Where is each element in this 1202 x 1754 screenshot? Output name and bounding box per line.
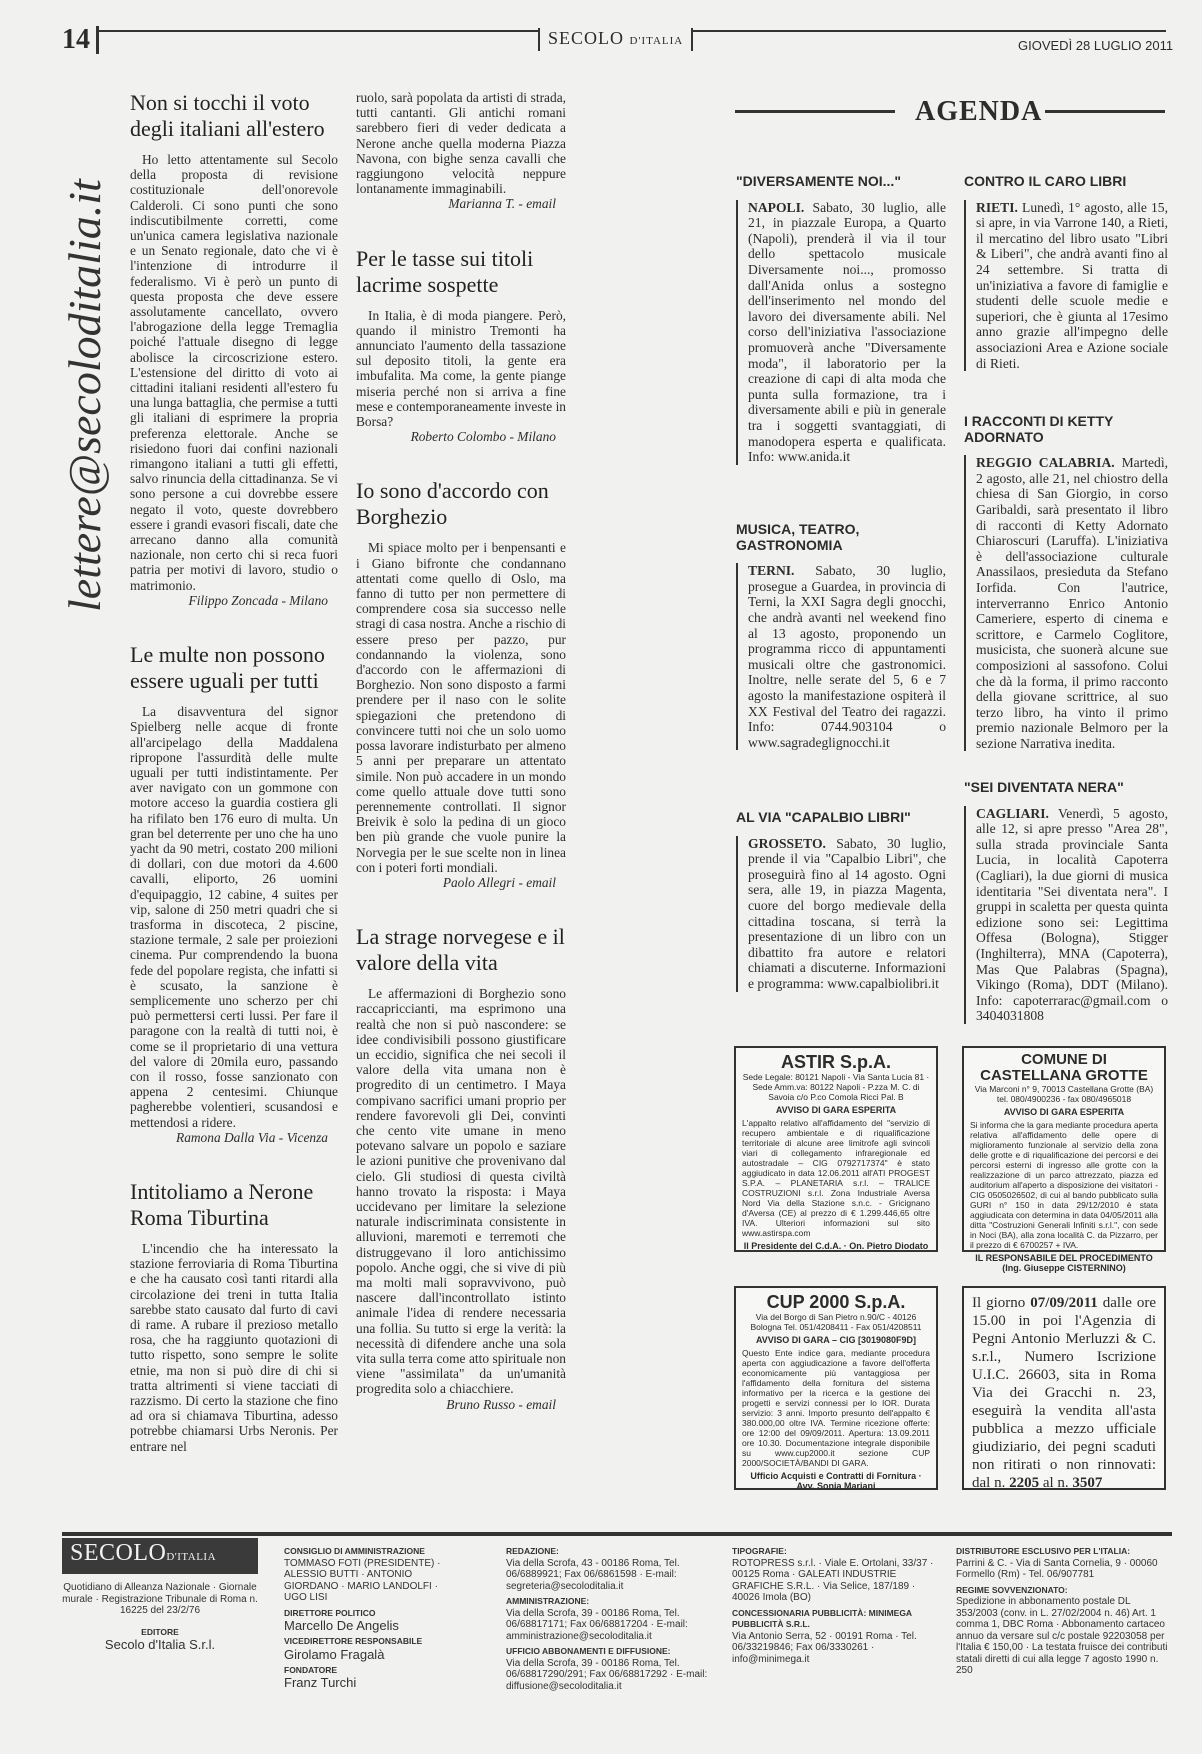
footer-logo bbox=[62, 1538, 258, 1574]
ad-number: 3507 bbox=[1072, 1475, 1103, 1491]
agenda-header bbox=[735, 96, 1165, 126]
ad-footer: IL RESPONSABILE DEL PROCEDIMENTO (Ing. Giuseppe CISTERNINO) bbox=[975, 1253, 1153, 1273]
agenda-item-body bbox=[736, 200, 946, 465]
issue-date: GIOVEDÌ 28 LUGLIO 2011 bbox=[1018, 38, 1174, 53]
ad-title: CUP 2000 S.p.A. bbox=[766, 1292, 906, 1312]
vertical-email bbox=[56, 96, 116, 616]
footer-contacts bbox=[506, 1542, 716, 1692]
footer-red-label: REDAZIONE: bbox=[506, 1546, 559, 1556]
ad-title: ASTIR S.p.A. bbox=[780, 1052, 891, 1072]
footer-amm: Via della Scrofa, 39 - 00186 Roma, Tel. 06/68817171; Fax 06/68817204 · E-mail: amministrazione@secoloditalia.it bbox=[506, 1607, 688, 1642]
agenda-item bbox=[736, 522, 946, 750]
footer-editore: Secolo d'Italia S.r.l. bbox=[104, 1637, 216, 1652]
agenda-item-text: Lunedì, 1° agosto, alle 15, si apre, in via Varrone 140, a Rieti, il mercatino del libro usato "Libri & Liberi", che andrà avanti fino al 24 settembre. Si tratta di un'iniziativa a favore di famiglie e studenti delle scuole medie e superiori, che è giunta al 17esimo anno grazie all'impegno delle associazioni Area e Azione sociale di Rieti. bbox=[976, 199, 1169, 371]
vertical-email-svg bbox=[56, 96, 116, 616]
footer-reg-label: REGIME SOVVENZIONATO: bbox=[956, 1584, 1068, 1595]
agenda-rule-left bbox=[735, 110, 895, 113]
footer-fond: Franz Turchi bbox=[284, 1675, 357, 1690]
letter-body: Ho letto attentamente sul Secolo della proposta di revisione costituzionale dell'onorevole Calderoli. Ci sono punti che sono indiscutibilmente corretti, come un'unica camera legislativa nazionale e un Senato regionale, dato che vi è l'intenzione di introdurre il federalismo. Vi è però un punto di questa proposta che deve essere assolutamente cancellato, ovvero l'abrogazione della legge Tremaglia poiché l'attuale disegno di legge abolisce la circoscrizione estero. L'estensione del diritto di voto ai cittadini italiani residenti all'estero fu una lunga battaglia, che permise a tutti gli italiani di esprimere la propria preferenza elettorale. Anche se risiedono fuori dai confini nazionali rimangono italiani a tutti gli effetti, salvo rinuncia della cittadinanza. Se vi sono persone a cui dovrebbe essere negato il voto, queste dovrebbero essere i grandi evasori fiscali, date che arrecano danno alla comunità nazionale, non certo chi si reca fuori patria per motivi di lavoro, studio o matrimonio. bbox=[130, 152, 338, 593]
footer-rule bbox=[62, 1532, 1172, 1536]
footer-board bbox=[284, 1542, 444, 1689]
letter-title: Le multe non possono essere uguali per tutti bbox=[130, 642, 325, 694]
agenda-item-text: Sabato, 30 luglio, alle 21, in piazzale Europa, a Quarto (Napoli), prenderà il via il tour dello spettacolo musicale Diversamente noi..., promosso dall'Anida onlus a sostegno dell'inserimento nel mondo del lavoro dei diversamente abili. Nel corso dell'iniziativa l'associazione promuoverà anche "Diversamente moda", il laboratorio per la creazione di capi di alta moda che punta sulla formazione, tra i diversamente abili e più in generale tra i soggetti svantaggiati, di manodopera esperta e qualificata. Info: www.anida.it bbox=[748, 199, 946, 465]
footer-dir: Marcello De Angelis bbox=[284, 1618, 399, 1633]
letter-title: Intitoliamo a Nerone Roma Tiburtina bbox=[130, 1178, 314, 1230]
agenda-item-text: Sabato, 30 luglio, prosegue a Guardea, in provincia di Terni, la XXI Sagra degli gnocchi, che andrà avanti nel weekend fino al 13 agosto, proponendo un programma ricco di appuntamenti musicali oltre che gastronomici. Inoltre, nelle serate del 5, 6 e 7 agosto la manifestazione ospiterà il XX Festival del Teatro dei ragazzi. Info: 0744.903104 o www.sagradeglignocchi.it bbox=[748, 563, 946, 750]
agenda-item-city: TERNI. bbox=[748, 563, 795, 579]
agenda-item-body bbox=[736, 563, 946, 750]
agenda-item-text: Sabato, 30 luglio, prende il via "Capalbio Libri", che proseguirà fino al 14 agosto. Ogni sera, alle 19, in piazza Magenta, cuore del borgo medievale della cittadina toscana, si terrà la presentazione di un libro con un dibattito fra autore e relatori chiamati a discuterne. Informazioni e programma: www.capalbiolibri.it bbox=[748, 835, 946, 991]
letter-signature: Filippo Zoncada - Milano bbox=[188, 592, 328, 608]
letter-signature: Bruno Russo - email bbox=[446, 1396, 556, 1412]
agenda-item bbox=[964, 174, 1168, 371]
masthead-small: D'ITALIA bbox=[629, 35, 684, 47]
ad-footer: Il Presidente del C.d.A. · On. Pietro Diodato bbox=[743, 1241, 929, 1251]
footer-abb: Via della Scrofa, 39 - 00186 Roma, Tel. 06/68817290/291; Fax 06/68817292 · E-mail: diffusione@secoloditalia.it bbox=[506, 1657, 708, 1692]
agenda-item-city: GROSSETO. bbox=[748, 835, 826, 851]
agenda-item-title: "SEI DIVENTATA NERA" bbox=[964, 779, 1124, 795]
ad-text: Si informa che la gara mediante procedura aperta relativa all'affidamento delle opere di miglioramento funzionale al servizio della zona delle grotte e di riqualificazione dei percorsi e dei percorsi esterni di ingresso alle grotte con la realizzazione di un parco attrezzato, piazza ed auditorium all'aperto a disposizione dei visitatori - CIG 0505026502, di cui al bando pubblicato sulla GURI n° 150 in data 29/12/2010 è stata aggiudicata con determina in data 04/05/2011 alla ditta "Costruzioni Generali Infiniti s.r.l.", con sede in Noci (BA), alla zona località C. da Pizzarro, per il prezzo di € 6700257 + IVA. bbox=[970, 1120, 1158, 1250]
footer-editore-label: EDITORE bbox=[141, 1626, 179, 1637]
letter-body: La disavventura del signor Spielberg nelle acque di fronte all'arcipelago della Maddalena ripropone l'assurdità delle multe uguali per tutti indistintamente. Per aver navigato con un gommone con motore acceso la guardia costiera gli ha rifilato ben 176 euro di multa. Un gran bel deterrente per uno che ha uno yacht da 90 metri, costato 200 milioni di dollari, con due motori da 4.600 cavalli, eliporto, 26 uomini d'equipaggio, 12 cabine, 4 suites per vip, salone di 250 metri quadri che si trasforma in discoteca, 2 piscine, stazione termale, 2 sale per proiezioni cinema. Pur comprendendo la buona fede del popolare regista, che infatti si è scusato, la sanzione è semplicemente uno scherzo per chi può permettersi certi lussi. Per fare il paragone con la realtà di tutti noi, è come se il proprietario di una vettura del valore di 20mila euro, passando con il rosso, fosse sanzionato con appena 2 centesimi. Chiunque pagherebbe volentieri, scusandosi e mettendosi a ridere. bbox=[130, 704, 338, 1130]
footer-red: Via della Scrofa, 43 - 00186 Roma, Tel. 06/6889921; Fax 06/6861598 · E-mail: segreteria@secoloditalia.it bbox=[506, 1557, 680, 1592]
letter-title: La strage norvegese e il valore della vita bbox=[356, 924, 565, 976]
ad-subtitle: Via Marconi n° 9, 70013 Castellana Grotte (BA) tel. 080/4900236 - fax 080/4965018 bbox=[974, 1084, 1154, 1104]
ad-text: Questo Ente indice gara, mediante procedura aperta con aggiudicazione a favore dell'offerta economicamente più vantaggiosa per l'affidamento della fornitura del sistema informativo per la ricerca e la gestione dei progetti e servizi connessi per lo IOR. Durata servizio: 3 anni. Importo presunto dell'appalto € 380.000,00 oltre IVA. Termine ricezione offerte: ore 12:00 del 09/09/2011. Apertura: 13.09.2011 ore 10.30. Documentazione integrale disponibile su www.cup2000.it sezione CUP 2000/SOCIETÀ/BANDI DI GARA. bbox=[742, 1348, 930, 1468]
letter bbox=[130, 1179, 338, 1454]
ad-text: al n. bbox=[1042, 1475, 1069, 1491]
letter-title: Per le tasse sui titoli lacrime sospette bbox=[356, 245, 534, 297]
footer-logo-small: D'ITALIA bbox=[166, 1551, 217, 1563]
letter bbox=[356, 924, 566, 1412]
footer-pub-label: CONCESSIONARIA PUBBLICITÀ: MINIMEGA PUBBLICITÀ S.R.L. bbox=[732, 1607, 912, 1629]
ad-cup2000 bbox=[734, 1286, 938, 1490]
letter-title: Non si tocchi il voto degli italiani all'estero bbox=[130, 90, 325, 141]
ad-heading: AVVISO DI GARA ESPERITA bbox=[1003, 1107, 1125, 1117]
agenda-item-body bbox=[964, 200, 1168, 372]
footer-desc bbox=[62, 1582, 258, 1651]
agenda-item-title: I RACCONTI DI KETTY ADORNATO bbox=[964, 413, 1114, 445]
footer-vice: Girolamo Fragalà bbox=[284, 1646, 385, 1662]
footer-vice-label: VICEDIRETTORE RESPONSABILE bbox=[284, 1636, 423, 1646]
ad-number: 2205 bbox=[1009, 1475, 1040, 1491]
footer-dist: Parrini & C. - Via di Santa Cornelia, 9 · 00060 Formello (Rm) - Tel. 06/907781 bbox=[956, 1557, 1158, 1580]
masthead bbox=[538, 28, 693, 51]
ad-text: Il giorno bbox=[972, 1295, 1026, 1311]
letter-body: L'incendio che ha interessato la stazione ferroviaria di Roma Tiburtina e che ha causato così tanti ritardi alla circolazione dei treni in tutta Italia sarebbe stato causato dal furto di cavi di rame. A rubare il prezioso metallo rosa, che ha raggiunto quotazioni di tutto rispetto, sono sempre le solite etnie, ma non si può dire di chi si tratta altrimenti si viene tacciati di razzismo. Di certo la stazione che fino ad ora si chiamava Tiburtina, adesso potrebbe chiamarsi Urbs Neronis. Per entrare nel bbox=[130, 1240, 338, 1454]
letter bbox=[130, 90, 338, 608]
footer-dir-label: DIRETTORE POLITICO bbox=[284, 1607, 376, 1618]
letters-column-1 bbox=[130, 90, 338, 1454]
footer-abb-label: UFFICIO ABBONAMENTI E DIFFUSIONE: bbox=[506, 1646, 671, 1656]
agenda-item-title: CONTRO IL CARO LIBRI bbox=[964, 173, 1127, 189]
agenda-item-body bbox=[964, 806, 1168, 1024]
agenda-item-city: REGGIO CALABRIA. bbox=[976, 455, 1115, 471]
letter bbox=[356, 478, 566, 890]
agenda-item-title: MUSICA, TEATRO, GASTRONOMIA bbox=[736, 521, 860, 553]
ad-castellana bbox=[962, 1046, 1166, 1273]
ad-subtitle: Via del Borgo di San Pietro n.90/C - 40126 Bologna Tel. 051/4208411 - Fax 051/4208511 bbox=[750, 1312, 922, 1332]
agenda-item-body bbox=[736, 836, 946, 992]
letter-signature: Paolo Allegri - email bbox=[442, 874, 556, 890]
footer-desc-text: Quotidiano di Alleanza Nazionale · Giornale murale · Registrazione Tribunale di Roma n. 16225 del 23/2/76 bbox=[62, 1582, 258, 1616]
letter-body: In Italia, è di moda piangere. Però, quando il ministro Tremonti ha annunciato l'aumento della tassazione sul deposito titoli, la gente era imbufalita. Ma come, la gente piange miseria perché non si arriva a fine mese e contemporaneamente investe in Borsa? bbox=[356, 307, 566, 430]
agenda-item-city: NAPOLI. bbox=[748, 199, 805, 215]
footer-fond-label: FONDATORE bbox=[284, 1664, 338, 1675]
agenda-title: AGENDA bbox=[915, 96, 1043, 127]
footer-logo-main: SECOLO bbox=[70, 1540, 167, 1566]
letter-body: Mi spiace molto per i benpensanti e i Giano bifronte che condannano attentati come quello di Oslo, ma fanno di tutto per non permettere di comprendere cosa sia successo nelle stragi di casa nostra. Anche a rischio di essere preso per pazzo, pur condannando la violenza, sono d'accordo con le affermazioni di Borghezio. Non sono disposto a farmi prendere per il naso con le solite spiegazioni che pretendono di convincere tutti noi che un solo uomo possa lavorare indisturbato per almeno 5 anni per preparare un attentato simile. Non può accadere in un mondo come quello attuale dove tutti sono perennemente controllati. Il signor Breivik è solo la pedina di un gioco ben più grande che vuole punire la Norvegia per le sue scelte non in linea con i poteri forti mondiali. bbox=[356, 540, 566, 875]
letter-body: Le affermazioni di Borghezio sono raccapriccianti, ma esprimono una realtà che non si può nascondere: se idee condivisibili possono giustificare un eccidio, significa che nei secoli il valore della vita umana non è progredito di un centimetro. I Maya compivano sacrifici umani proprio per rendere favorevoli gli Dei, convinti che cento vite umane in meno potevano salvare un popolo e saziare le azioni punitive che provenivano dal cielo. Gli studiosi di questa civiltà hanno trovato la risposta: i Maya uccidevano per limitare la selezione naturale indiscriminata consistente in alluvioni, maremoti e terremoti che distruggevano il loro antichissimo popolo. Anche oggi, che si vive di più ma molti mali sopravvivono, può nascere dall'incontrollato istinto animale l'idea di rendere necessaria una follia. Su tutto si erge la verità: la necessità di difendere anche una sola vita sulla terra come atto spirituale non viene "assimilata" da un'umanità progredita solo a chiacchiere. bbox=[356, 986, 566, 1397]
agenda-item-city: CAGLIARI. bbox=[976, 805, 1049, 821]
footer-pub: Via Antonio Serra, 52 · 00191 Roma · Tel. 06/33219846; Fax 06/3330261 · info@minimega.it bbox=[732, 1630, 917, 1665]
ad-astir bbox=[734, 1046, 938, 1252]
agenda-item-city: RIETI. bbox=[976, 199, 1018, 215]
letter bbox=[356, 246, 566, 445]
letter-signature: Ramona Dalla Via - Vicenza bbox=[176, 1129, 328, 1145]
footer-amm-label: AMMINISTRAZIONE: bbox=[506, 1596, 590, 1606]
footer-tip: ROTOPRESS s.r.l. · Viale E. Ortolani, 33/37 · 00125 Roma · GALEATI INDUSTRIE GRAFICHE S.R.L. · Via Selice, 187/189 · 40026 Imola (BO) bbox=[732, 1557, 934, 1603]
ad-auction bbox=[962, 1286, 1166, 1490]
agenda-item-title: "DIVERSAMENTE NOI..." bbox=[736, 173, 901, 189]
page-number: 14 bbox=[62, 26, 99, 54]
vertical-email-text: lettere@secoloditalia.it bbox=[59, 179, 110, 612]
agenda-item bbox=[964, 780, 1168, 1024]
ad-date: 07/09/2011 bbox=[1030, 1295, 1098, 1311]
footer-reg: Spedizione in abbonamento postale DL 353/2003 (conv. in L. 27/02/2004 n. 46) Art. 1 comma 1, DBC Roma · Abbonamento cartaceo annuo da versare sul c/c postale 92203058 per l'Italia € 150,00 · La testata fruisce dei contributi statali diretti di cui alla legge 7 agosto 1990 n. 250 bbox=[956, 1596, 1168, 1676]
footer-tip-label: TIPOGRAFIE: bbox=[732, 1546, 787, 1556]
ad-text: L'appalto relativo all'affidamento del "servizio di recupero ambientale e di riqualificazione territoriale di alcune aree limitrofe agli svincoli viari di collegamento infraregionale ed autostradale – CIG 0792717374" è stato aggiudicato in data 12.06.2011 all'ATI PROGEST S.P.A. – PLANETARIA s.r.l. – TRALICE COSTRUZIONI s.r.l. Zona Industriale Aversa Nord Via della Stazione s.n.c. - Gricignano d'Aversa (CE) al prezzo di € 1.299.446,65 oltre IVA. Ulteriori informazioni sul sito www.astirspa.com bbox=[742, 1118, 930, 1238]
ad-footer: Ufficio Acquisti e Contratti di Fornitura · Avv. Sonia Mariani bbox=[750, 1471, 922, 1491]
agenda-item bbox=[736, 810, 946, 992]
footer-distribution bbox=[956, 1542, 1170, 1677]
footer-print bbox=[732, 1542, 942, 1665]
letter bbox=[130, 642, 338, 1145]
footer-dist-label: DISTRIBUTORE ESCLUSIVO PER L'ITALIA: bbox=[956, 1546, 1131, 1556]
letter-signature: Marianna T. - email bbox=[448, 196, 556, 212]
ad-text: dalle ore 15.00 in poi l'Agenzia di Pegni Antonio Merluzzi & C. s.r.l., Numero Iscrizione U.I.C. 26603, sita in Roma Via dei Gracchi n. 23, eseguirà la vendita all'asta pubblica a mezzo ufficiale giudiziario, dei pegni scaduti non ritirati o non rinnovati: dal n. bbox=[972, 1295, 1157, 1491]
letters-column-2 bbox=[356, 90, 566, 1412]
letter-body: ruolo, sarà popolata da artisti di strada, tutti cantanti. Gli antichi romani sarebbero fieri di veder dedicata a Nerone anche quella moderna Piazza Navona, con bighe senza cavalli che raggiungono velocità neppure lontanamente immaginabili. bbox=[356, 90, 566, 197]
letter-signature: Roberto Colombo - Milano bbox=[410, 429, 556, 445]
ad-title: COMUNE DI CASTELLANA GROTTE bbox=[980, 1051, 1148, 1084]
agenda-item bbox=[736, 174, 946, 465]
ad-subtitle: Sede Legale: 80121 Napoli - Via Santa Lucia 81 · Sede Amm.va: 80122 Napoli - P.zza M. C. di Savoia c/o P.co Comola Ricci Pal. B bbox=[742, 1072, 930, 1102]
ad-heading: AVVISO DI GARA ESPERITA bbox=[775, 1105, 897, 1115]
agenda-item-body bbox=[964, 455, 1168, 751]
masthead-main: SECOLO bbox=[548, 28, 625, 48]
footer-cda: TOMMASO FOTI (PRESIDENTE) · ALESSIO BUTTI · ANTONIO GIORDANO · MARIO LANDOLFI · UGO LISI bbox=[284, 1557, 441, 1603]
ad-heading: AVVISO DI GARA – CIG [3019080F9D] bbox=[755, 1335, 917, 1345]
agenda-item-title: AL VIA "CAPALBIO LIBRI" bbox=[736, 809, 911, 825]
letter-title: Io sono d'accordo con Borghezio bbox=[356, 478, 549, 530]
agenda-item-text: Venerdì, 5 agosto, alle 12, si apre presso "Area 28", sulla strada provinciale Santa Lucia, in località Capoterra (Cagliari), la due giorni di musica identitaria "Sei diventata nera". I gruppi in scaletta per questa quinta edizione sono sei: Legittima Offesa (Bologna), Stigger (Inghilterra), MNA (Capoterra), Mas Que Palabras (Spagna), Vikingo (Roma), DDT (Milano). Info: capoterrarac@gmail.com o 3404031808 bbox=[976, 805, 1169, 1024]
letter bbox=[356, 90, 566, 212]
agenda-rule-right bbox=[1045, 110, 1165, 113]
agenda-item bbox=[964, 414, 1168, 751]
agenda-item-text: Martedì, 2 agosto, alle 21, nel chiostro della chiesa di San Giorgio, in corso Garibaldi, sarà presentato il libro di racconti di Ketty Adornato Chiaroscuri (Laruffa). L'iniziativa è dell'associazione culturale Anassilaos, presieduta da Stefano Iorfida. Con l'autrice, interverranno Enrico Antonio Cameriere, esperto di cinema e scrittore, e Carmelo Coglitore, musicista, che suonerà alcune sue composizioni al sassofono. Colui che dà la forma, il primo racconto della giovane scrittrice, al suo terzo libro, ha vinto il primo premio nazionale Belmoro per la sezione Narrativa inedita. bbox=[976, 455, 1168, 751]
footer-cda-label: CONSIGLIO DI AMMINISTRAZIONE bbox=[284, 1546, 425, 1556]
footer bbox=[62, 1532, 1172, 1732]
